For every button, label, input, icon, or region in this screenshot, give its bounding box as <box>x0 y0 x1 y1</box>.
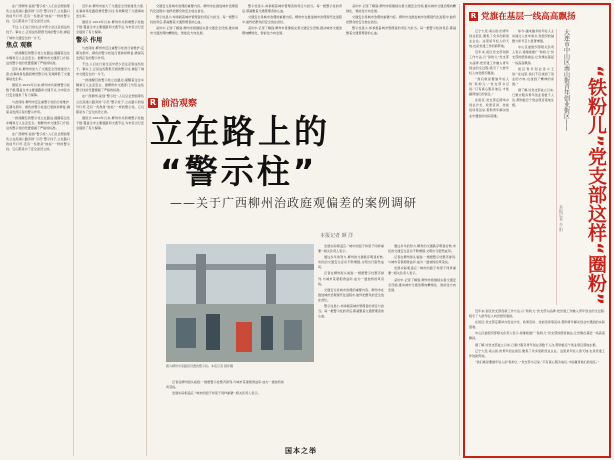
left-paragraph: 近年来,柳州市加大了交通安全设施建设力度,在事故易发路段增设警示柱,有效降低了交通事故发生率。 <box>76 4 144 19</box>
headline-line-2: “警示柱” <box>160 152 318 191</box>
right-paragraph: “我们就是要做年轻人的‘铁粉儿’,”党支部书记说,“只有真心服务他们,才能赢得他们的信任。” <box>475 359 600 364</box>
left-paragraph: 一排排醒目的警示柱立在路边,提醒着过往车辆和行人注意安全。据柳州市交通部门介绍,这些警示柱的设置遵循了严格的标准。 <box>76 78 144 93</box>
lower-paragraph: 通过多年的努力,柳州的交通秩序明显好转,市民的交通安全意识不断增强,文明出行蔚然成风。 <box>318 255 384 270</box>
right-paragraph: 街区青年创业者小王说:“在这里,我们不仅找到了创业的方向,也找到了精神的家园。” <box>512 66 554 86</box>
subheadline: ——关于广西柳州治政庭观偏差的案例调研 <box>170 196 418 210</box>
mid-article-column-2 <box>242 4 342 92</box>
left-paragraph: 据统计,2019年以来,柳州市共新增警示柱数千根,覆盖全市主要道路和交通节点,为市民出行安全提供了有力保障。 <box>76 115 144 130</box>
left-paragraph: 据统计,2019年以来,柳州市共新增警示柱数千根,覆盖全市主要道路和交通节点,为市民出行安全提供了有力保障。 <box>6 83 70 98</box>
right-panel-header-text: 党旗在基层一线高高飘扬 <box>481 12 576 22</box>
right-panel-badge-icon: R <box>470 11 477 20</box>
mid-paragraph: 采访中,记者了解到,柳州市将继续完善交通安全设施,推动城市交通治理向精细化、智能化方向发展。 <box>150 26 238 36</box>
right-panel-vertical-byline: 本报记者 辛 阳 <box>559 205 564 232</box>
right-panel-divider <box>556 29 557 305</box>
lower-mid-column <box>318 244 384 444</box>
left-paragraph: 不过,人们在日常生活中很少会注意到这些柱子。事实上,正是这些默默无闻的警示柱,撑起了城市交通安全的一片天。 <box>76 61 144 77</box>
mid-paragraph: 采访中,记者了解到,柳州市将继续完善交通安全设施,推动城市交通治理向精细化、智能化方向发展。 <box>242 26 342 36</box>
column-divider <box>459 4 460 456</box>
left-paragraph: 据统计,2019年以来,柳州市共新增警示柱数千根,覆盖全市主要道路和交通节点,为市民出行安全提供了有力保障。 <box>76 20 144 35</box>
left-paragraph: 一排排醒目的警示柱立在路边,提醒着过往车辆和行人注意安全。据柳州市交通部门介绍,这些警示柱的设置遵循了严格的标准。 <box>6 115 70 130</box>
article-photo <box>166 244 314 362</box>
lower-paragraph: 记者在柳州街头看到,一根根警示柱整齐排列,与城市景观相得益彰,成为一道独特的风景线。 <box>388 255 456 265</box>
left-paragraph: 在广西柳州,说到“警示柱”,人们总会想到那些立在高速公路旁的“示范”警示柱子,立在路口的信号灯杆,还有一些像是“地标”一样的警示柱。它们都是为了安全而设立的。 <box>76 94 144 114</box>
mid-paragraph: 交通安全是城市治理的重要内容。柳州市在推进城市治理现代化进程中,始终把群众的安全放在首位。 <box>346 15 456 25</box>
left-paragraph: 与此同时,柳州市还注重警示柱的日常维护,定期对损坏、褪色的警示柱进行更换和修复,确保其发挥应有的警示作用。 <box>6 99 70 114</box>
lower-paragraph: 通过多年的努力,柳州的交通秩序明显好转,市民的交通安全意识不断增强,文明出行蔚然成风。 <box>388 244 456 254</box>
lower-paragraph: 采访中,记者了解到,柳州市将继续完善交通安全设施,推动城市交通治理向精细化、智能化方向发展。 <box>388 277 456 292</box>
mid-paragraph: 交通安全是城市治理的重要内容。柳州市在推进城市治理现代化进程中,始终把群众的安全放在首位。 <box>150 4 238 14</box>
right-panel-header <box>469 10 576 22</box>
kicker-badge-icon: R <box>149 97 157 107</box>
byline: 本报记者 颜 洋 <box>320 233 354 239</box>
left-paragraph: 在广西柳州,说到“警示柱”,人们总会想到那些立在高速公路旁的“示范”警示柱子,立在路口的信号灯杆,还有一些像是“地标”一样的警示柱。它们都是为了安全而设立的。 <box>6 4 70 24</box>
lower-right-column <box>388 244 456 444</box>
column-divider <box>146 4 147 456</box>
right-paragraph: 据了解,该党支部成立以来,已累计服务青年创业者数千人次,帮助数百个创业项目落地生根。 <box>512 88 554 108</box>
lower-paragraph: 记者在柳州街头看到,一根根警示柱整齐排列,与城市景观相得益彰,成为一道独特的风景线。 <box>318 271 384 286</box>
right-paragraph: 辽宁大连,南山街,的青年创业街区,聚集了众多创新创业企业。这里是年轻人的天地,也是党建工作的新阵地。 <box>469 348 605 358</box>
right-paragraph: 据了解,该党支部成立以来,已累计服务青年创业者数千人次,帮助数百个创业项目落地生根。 <box>475 342 599 347</box>
left-subheading: 警示 作用 <box>76 36 103 44</box>
lower-below-photo <box>166 380 284 450</box>
left-paragraph: 不过,人们在日常生活中很少会注意到这些柱子。事实上,正是这些默默无闻的警示柱,撑起了城市交通安全的一片天。 <box>6 25 70 40</box>
mid-paragraph: 交通安全是城市治理的重要内容。柳州市在推进城市治理现代化进程中,始终把群众的安全放在首位。 <box>242 15 342 25</box>
right-paragraph: 中山区委组织部相关负责人表示,将继续推广“铁粉儿”党支部的经验做法,让党旗在基层一线高高飘扬。 <box>469 331 605 341</box>
left-paragraph: 近年来,柳州市加大了交通安全设施建设力度,在事故易发路段增设警示柱,有效降低了交通事故发生率。 <box>6 66 70 82</box>
right-panel-bottom-column <box>469 309 605 455</box>
right-paragraph: 如今,越来越多的年轻人主动递交入党申请书,党组织的凝聚力和号召力显著增强。 <box>512 29 554 44</box>
right-panel-column-1 <box>469 29 509 305</box>
left-paragraph: 与此同时,柳州市还注重警示柱的日常维护,定期对损坏、褪色的警示柱进行更换和修复,确保其发挥应有的警示作用。 <box>76 45 144 60</box>
headline <box>150 112 450 192</box>
mid-article-column-3 <box>346 4 456 92</box>
lower-paragraph: 发展实际相适应,“城市的面子和里子同样重要”,相关负责人表示。 <box>172 391 261 396</box>
right-panel-vertical-subtitle: 大连市中山区南山街青年创业街区—— <box>562 29 570 131</box>
article-photo-illustration <box>166 244 314 362</box>
mid-paragraph: 警示柱虽小,却承载着城市管理者的责任与担当。每一根警示柱的背后,都凝聚着交通管理者的心血。 <box>242 4 342 14</box>
right-feature-panel <box>463 3 611 458</box>
right-paragraph: 近年来,街区党支部创新工作方法,以“铁粉儿”党支部为品牌,把党建工作融入青年创业的全过程,吸引了大批年轻人向党组织靠拢。 <box>469 50 509 75</box>
left-article-column-2 <box>76 4 144 456</box>
lower-paragraph: 记者在柳州街头看到,一根根警示柱整齐排列,与城市景观相得益彰,成为一道独特的风景线。 <box>166 380 284 390</box>
right-paragraph: 在街区,党支部定期举办创业沙龙、政策宣讲、技能培训等活动,帮助青年解决创业中遇到的实际困难。 <box>469 98 509 118</box>
bottom-section-title: 国本之举 <box>285 447 317 455</box>
right-panel-vertical-title: “铁粉儿”党支部这样“圈粉” <box>585 65 607 305</box>
right-paragraph: “我们就是要做年轻人的‘铁粉儿’,”党支部书记说,“只有真心服务他们,才能赢得他们的信任。” <box>469 76 509 97</box>
right-paragraph: 近年来,街区党支部创新工作方法,以“铁粉儿”党支部为品牌,把党建工作融入青年创业的全过程,吸引了大批年轻人向党组织靠拢。 <box>469 309 605 319</box>
lower-paragraph: 发展实际相适应,“城市的面子和里子同样重要”,相关负责人表示。 <box>318 244 384 254</box>
lower-paragraph: 警示柱虽小,却承载着城市管理者的责任与担当。每一根警示柱的背后,都凝聚着交通管理者的心血。 <box>318 304 384 319</box>
column-divider <box>73 4 74 456</box>
right-panel-column-2 <box>512 29 554 305</box>
mid-article-column <box>150 4 238 92</box>
left-subheading: 焦点 观察 <box>6 41 33 49</box>
right-paragraph: 中山区委组织部相关负责人表示,将继续推广“铁粉儿”党支部的经验做法,让党旗在基层一线高高飘扬。 <box>512 45 554 65</box>
headline-line-1: 立在路上的 <box>150 112 330 151</box>
mid-paragraph: 警示柱虽小,却承载着城市管理者的责任与担当。每一根警示柱的背后,都凝聚着交通管理者的心血。 <box>150 15 238 25</box>
left-paragraph: 在广西柳州,说到“警示柱”,人们总会想到那些立在高速公路旁的“示范”警示柱子,立在路口的信号灯杆,还有一些像是“地标”一样的警示柱。它们都是为了安全而设立的。 <box>6 132 70 152</box>
photo-caption: 图为柳州市某路段设置的警示柱。本报记者 颜洋摄 <box>166 364 233 368</box>
left-paragraph: 一排排醒目的警示柱立在路边,提醒着过往车辆和行人注意安全。据柳州市交通部门介绍,这些警示柱的设置遵循了严格的标准。 <box>6 50 70 65</box>
kicker-text: 前沿观察 <box>161 99 198 109</box>
section-kicker <box>148 96 197 109</box>
right-paragraph: 在街区,党支部定期举办创业沙龙、政策宣讲、技能培训等活动,帮助青年解决创业中遇到的实际困难。 <box>469 320 605 330</box>
lower-paragraph: 发展实际相适应,“城市的面子和里子同样重要”,相关负责人表示。 <box>388 266 456 276</box>
lower-paragraph: 交通安全是城市治理的重要内容。柳州市在推进城市治理现代化进程中,始终把群众的安全放在首位。 <box>318 287 384 302</box>
right-paragraph: 辽宁大连,南山街,的青年创业街区,聚集了众多创新创业企业。这里是年轻人的天地,也是党建工作的新阵地。 <box>469 29 509 49</box>
mid-paragraph: 采访中,记者了解到,柳州市将继续完善交通安全设施,推动城市交通治理向精细化、智能化方向发展。 <box>346 4 456 14</box>
mid-paragraph: 警示柱虽小,却承载着城市管理者的责任与担当。每一根警示柱的背后,都凝聚着交通管理者的心血。 <box>346 26 456 36</box>
left-article-column <box>6 4 70 456</box>
